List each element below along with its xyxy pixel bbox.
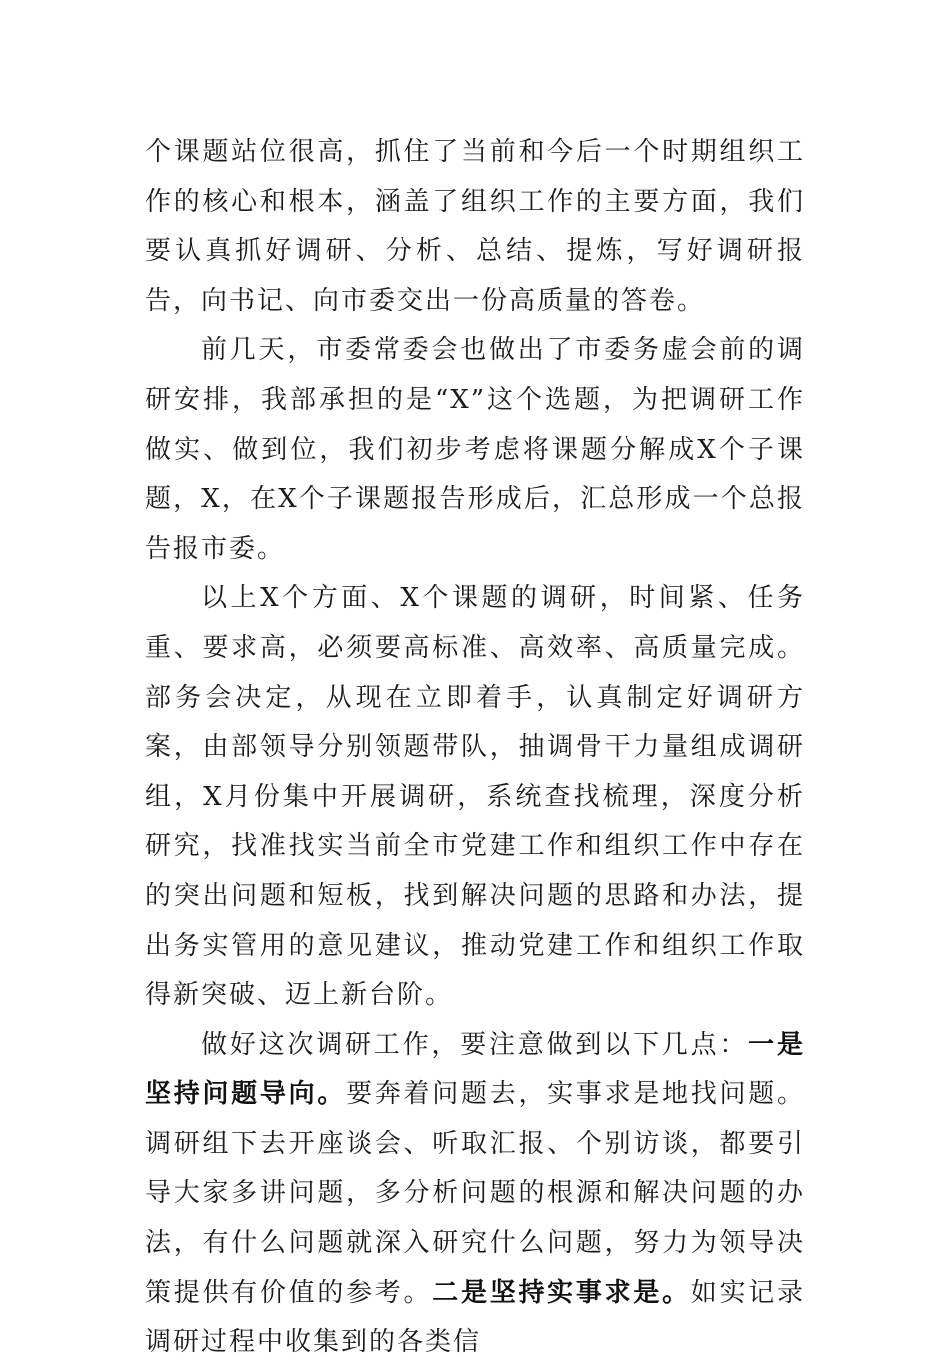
paragraph-1-text: 个课题站位很高，抓住了当前和今后一个时期组织工作的核心和根本，涵盖了组织工作的主要方面，我们要认真抓好调研、分析、总结、提炼，写好调研报告，向书记、向市委交出一份高质量的答卷。 xyxy=(145,137,805,316)
point-2-text: 如实记录调研过程中收集到的各类信 xyxy=(145,1277,805,1358)
paragraph-2 xyxy=(145,326,805,574)
paragraph-3 xyxy=(145,574,805,1020)
point-2-heading: 二是坚持实事求是。 xyxy=(432,1277,691,1308)
point-1-heading: 一是坚持问题导向。 xyxy=(145,1029,805,1110)
paragraph-4-intro: 做好这次调研工作，要注意做到以下几点： xyxy=(201,1029,749,1060)
paragraph-4 xyxy=(145,1021,805,1368)
paragraph-2-text: 前几天，市委常委会也做出了市委务虚会前的调研安排，我部承担的是“X”这个选题，为把调研工作做实、做到位，我们初步考虑将课题分解成X个子课题，X，在X个子课题报告形成后，汇总形成一个总报告报市委。 xyxy=(145,335,805,564)
document-body xyxy=(145,128,805,1368)
paragraph-1 xyxy=(145,128,805,326)
paragraph-3-text: 以上X个方面、X个课题的调研，时间紧、任务重、要求高，必须要高标准、高效率、高质量完成。部务会决定，从现在立即着手，认真制定好调研方案，由部领导分别领题带队，抽调骨干力量组成调研组，X月份集中开展调研，系统查找梳理，深度分析研究，找准找实当前全市党建工作和组织工作中存在的突出问题和短板，找到解决问题的思路和办法，提出务实管用的意见建议，推动党建工作和组织工作取得新突破、迈上新台阶。 xyxy=(145,583,805,1011)
point-1-text: 要奔着问题去，实事求是地找问题。调研组下去开座谈会、听取汇报、个别访谈，都要引导大家多讲问题，多分析问题的根源和解决问题的办法，有什么问题就深入研究什么问题，努力为领导决策提供有价值的参考。 xyxy=(145,1079,805,1308)
